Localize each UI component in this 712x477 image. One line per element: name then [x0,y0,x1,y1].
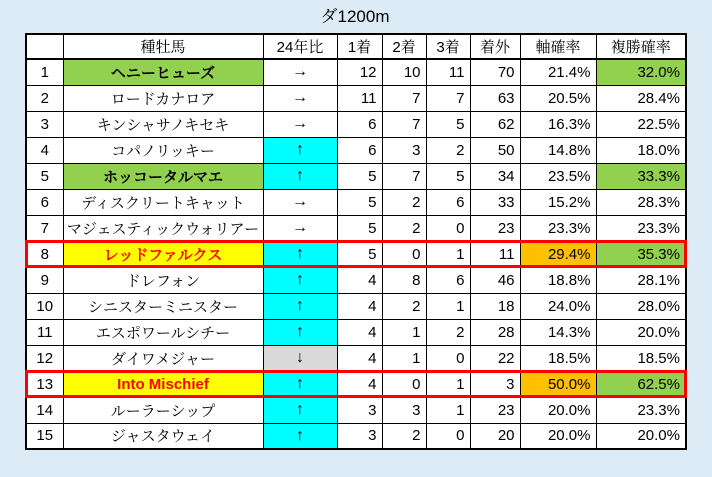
column-header-unplaced[interactable]: 着外 [470,34,520,59]
third-place-cell[interactable]: 2 [426,137,470,163]
second-place-cell[interactable]: 0 [382,241,426,267]
place-prob-cell[interactable]: 33.3% [596,163,686,189]
place-prob-cell[interactable]: 18.0% [596,137,686,163]
third-place-cell[interactable]: 1 [426,371,470,397]
axis-prob-cell[interactable]: 14.8% [520,137,596,163]
trend-arrow-cell[interactable]: ↑ [263,423,337,449]
table-header-row [26,34,686,59]
place-prob-cell[interactable]: 18.5% [596,345,686,371]
unplaced-cell[interactable]: 50 [470,137,520,163]
column-header-trend-24[interactable]: 24年比 [263,34,337,59]
table-body [26,59,686,449]
sire-name-cell[interactable]: エスポワールシチー [63,319,263,345]
rank-cell[interactable]: 6 [26,189,63,215]
unplaced-cell[interactable]: 34 [470,163,520,189]
table-row [26,293,686,319]
third-place-cell[interactable]: 6 [426,267,470,293]
table-row [26,163,686,189]
place-prob-cell[interactable]: 28.4% [596,85,686,111]
place-prob-cell[interactable]: 28.1% [596,267,686,293]
third-place-cell[interactable]: 7 [426,85,470,111]
second-place-cell[interactable]: 7 [382,111,426,137]
axis-prob-cell[interactable]: 21.4% [520,59,596,85]
table-row [26,319,686,345]
rank-cell[interactable]: 10 [26,293,63,319]
second-place-cell[interactable]: 3 [382,397,426,423]
third-place-cell[interactable]: 1 [426,397,470,423]
first-place-cell[interactable]: 6 [337,111,382,137]
sire-name-cell[interactable]: ホッコータルマエ [63,163,263,189]
trend-arrow-cell[interactable]: ↓ [263,345,337,371]
sire-name-cell[interactable]: ディスクリートキャット [63,189,263,215]
place-prob-cell[interactable]: 28.3% [596,189,686,215]
unplaced-cell[interactable]: 70 [470,59,520,85]
axis-prob-cell[interactable]: 20.0% [520,423,596,449]
rank-cell[interactable]: 3 [26,111,63,137]
unplaced-cell[interactable]: 3 [470,371,520,397]
first-place-cell[interactable]: 4 [337,319,382,345]
third-place-cell[interactable]: 0 [426,215,470,241]
table-row [26,423,686,449]
second-place-cell[interactable]: 2 [382,215,426,241]
axis-prob-cell[interactable]: 23.5% [520,163,596,189]
second-place-cell[interactable]: 2 [382,189,426,215]
sire-name-cell[interactable]: ヘニーヒューズ [63,59,263,85]
table-row [26,59,686,85]
column-header-axis-prob[interactable]: 軸確率 [520,34,596,59]
rank-cell[interactable]: 7 [26,215,63,241]
third-place-cell[interactable]: 1 [426,293,470,319]
second-place-cell[interactable]: 7 [382,85,426,111]
third-place-cell[interactable]: 6 [426,189,470,215]
unplaced-cell[interactable]: 18 [470,293,520,319]
trend-arrow-cell[interactable]: ↑ [263,163,337,189]
first-place-cell[interactable]: 5 [337,215,382,241]
trend-arrow-cell[interactable]: → [263,59,337,85]
rank-cell[interactable]: 9 [26,267,63,293]
sheet-title: ダ1200m [320,7,390,26]
column-header-sire[interactable]: 種牡馬 [63,34,263,59]
unplaced-cell[interactable]: 23 [470,215,520,241]
first-place-cell[interactable]: 3 [337,423,382,449]
second-place-cell[interactable]: 0 [382,371,426,397]
unplaced-cell[interactable]: 62 [470,111,520,137]
rank-cell[interactable]: 5 [26,163,63,189]
table-row [26,345,686,371]
first-place-cell[interactable]: 4 [337,267,382,293]
trend-arrow-cell[interactable]: ↑ [263,397,337,423]
rank-cell[interactable]: 11 [26,319,63,345]
unplaced-cell[interactable]: 20 [470,423,520,449]
table-row [26,241,686,267]
unplaced-cell[interactable]: 23 [470,397,520,423]
unplaced-cell[interactable]: 22 [470,345,520,371]
table-row [26,397,686,423]
first-place-cell[interactable]: 4 [337,345,382,371]
third-place-cell[interactable]: 5 [426,163,470,189]
sire-name-cell[interactable]: ジャスタウェイ [63,423,263,449]
first-place-cell[interactable]: 6 [337,137,382,163]
first-place-cell[interactable]: 4 [337,371,382,397]
trend-arrow-cell[interactable]: ↑ [263,371,337,397]
axis-prob-cell[interactable]: 20.0% [520,397,596,423]
first-place-cell[interactable]: 5 [337,163,382,189]
axis-prob-cell[interactable]: 50.0% [520,371,596,397]
table-row [26,371,686,397]
trend-arrow-cell[interactable]: → [263,215,337,241]
place-prob-cell[interactable]: 23.3% [596,215,686,241]
rank-cell[interactable]: 14 [26,397,63,423]
sire-name-cell[interactable]: ダイワメジャー [63,345,263,371]
third-place-cell[interactable]: 5 [426,111,470,137]
column-header-blank[interactable] [26,34,63,59]
third-place-cell[interactable]: 0 [426,423,470,449]
place-prob-cell[interactable]: 22.5% [596,111,686,137]
axis-prob-cell[interactable]: 24.0% [520,293,596,319]
third-place-cell[interactable]: 11 [426,59,470,85]
second-place-cell[interactable]: 7 [382,163,426,189]
unplaced-cell[interactable]: 33 [470,189,520,215]
second-place-cell[interactable]: 2 [382,293,426,319]
axis-prob-cell[interactable]: 18.5% [520,345,596,371]
second-place-cell[interactable]: 10 [382,59,426,85]
axis-prob-cell[interactable]: 14.3% [520,319,596,345]
place-prob-cell[interactable]: 62.5% [596,371,686,397]
first-place-cell[interactable]: 3 [337,397,382,423]
trend-arrow-cell[interactable]: → [263,111,337,137]
third-place-cell[interactable]: 0 [426,345,470,371]
table-row [26,111,686,137]
first-place-cell[interactable]: 11 [337,85,382,111]
trend-arrow-cell[interactable]: ↑ [263,293,337,319]
sire-name-cell[interactable]: マジェスティックウォリアー [63,215,263,241]
unplaced-cell[interactable]: 63 [470,85,520,111]
unplaced-cell[interactable]: 46 [470,267,520,293]
rank-cell[interactable]: 15 [26,423,63,449]
sire-name-cell[interactable]: レッドファルクス [63,241,263,267]
second-place-cell[interactable]: 2 [382,423,426,449]
table-row [26,267,686,293]
sire-name-cell[interactable]: ドレフォン [63,267,263,293]
trend-arrow-cell[interactable]: → [263,189,337,215]
axis-prob-cell[interactable]: 15.2% [520,189,596,215]
column-header-place-prob[interactable]: 複勝確率 [596,34,686,59]
trend-arrow-cell[interactable]: → [263,85,337,111]
second-place-cell[interactable]: 8 [382,267,426,293]
place-prob-cell[interactable]: 35.3% [596,241,686,267]
second-place-cell[interactable]: 3 [382,137,426,163]
first-place-cell[interactable]: 5 [337,241,382,267]
rank-cell[interactable]: 1 [26,59,63,85]
axis-prob-cell[interactable]: 18.8% [520,267,596,293]
first-place-cell[interactable]: 4 [337,293,382,319]
unplaced-cell[interactable]: 11 [470,241,520,267]
third-place-cell[interactable]: 2 [426,319,470,345]
trend-arrow-cell[interactable]: ↑ [263,241,337,267]
column-header-1st[interactable]: 1着 [337,34,382,59]
table-row [26,215,686,241]
rank-cell[interactable]: 12 [26,345,63,371]
trend-arrow-cell[interactable]: ↑ [263,137,337,163]
place-prob-cell[interactable]: 23.3% [596,397,686,423]
table-row [26,137,686,163]
axis-prob-cell[interactable]: 20.5% [520,85,596,111]
column-header-3rd[interactable]: 3着 [426,34,470,59]
sire-name-cell[interactable]: シニスターミニスター [63,293,263,319]
table-row [26,85,686,111]
column-header-2nd[interactable]: 2着 [382,34,426,59]
table-row [26,189,686,215]
unplaced-cell[interactable]: 28 [470,319,520,345]
trend-arrow-cell[interactable]: ↑ [263,267,337,293]
trend-arrow-cell[interactable]: ↑ [263,319,337,345]
rank-cell[interactable]: 13 [26,371,63,397]
place-prob-cell[interactable]: 32.0% [596,59,686,85]
axis-prob-cell[interactable]: 23.3% [520,215,596,241]
sire-name-cell[interactable]: コパノリッキー [63,137,263,163]
sire-stats-table [25,33,687,450]
place-prob-cell[interactable]: 20.0% [596,319,686,345]
third-place-cell[interactable]: 1 [426,241,470,267]
first-place-cell[interactable]: 5 [337,189,382,215]
second-place-cell[interactable]: 1 [382,345,426,371]
first-place-cell[interactable]: 12 [337,59,382,85]
axis-prob-cell[interactable]: 16.3% [520,111,596,137]
second-place-cell[interactable]: 1 [382,319,426,345]
place-prob-cell[interactable]: 28.0% [596,293,686,319]
sire-name-cell[interactable]: Into Mischief [63,371,263,397]
sire-name-cell[interactable]: キンシャサノキセキ [63,111,263,137]
place-prob-cell[interactable]: 20.0% [596,423,686,449]
rank-cell[interactable]: 2 [26,85,63,111]
rank-cell[interactable]: 4 [26,137,63,163]
sire-name-cell[interactable]: ルーラーシップ [63,397,263,423]
sire-name-cell[interactable]: ロードカナロア [63,85,263,111]
rank-cell[interactable]: 8 [26,241,63,267]
axis-prob-cell[interactable]: 29.4% [520,241,596,267]
